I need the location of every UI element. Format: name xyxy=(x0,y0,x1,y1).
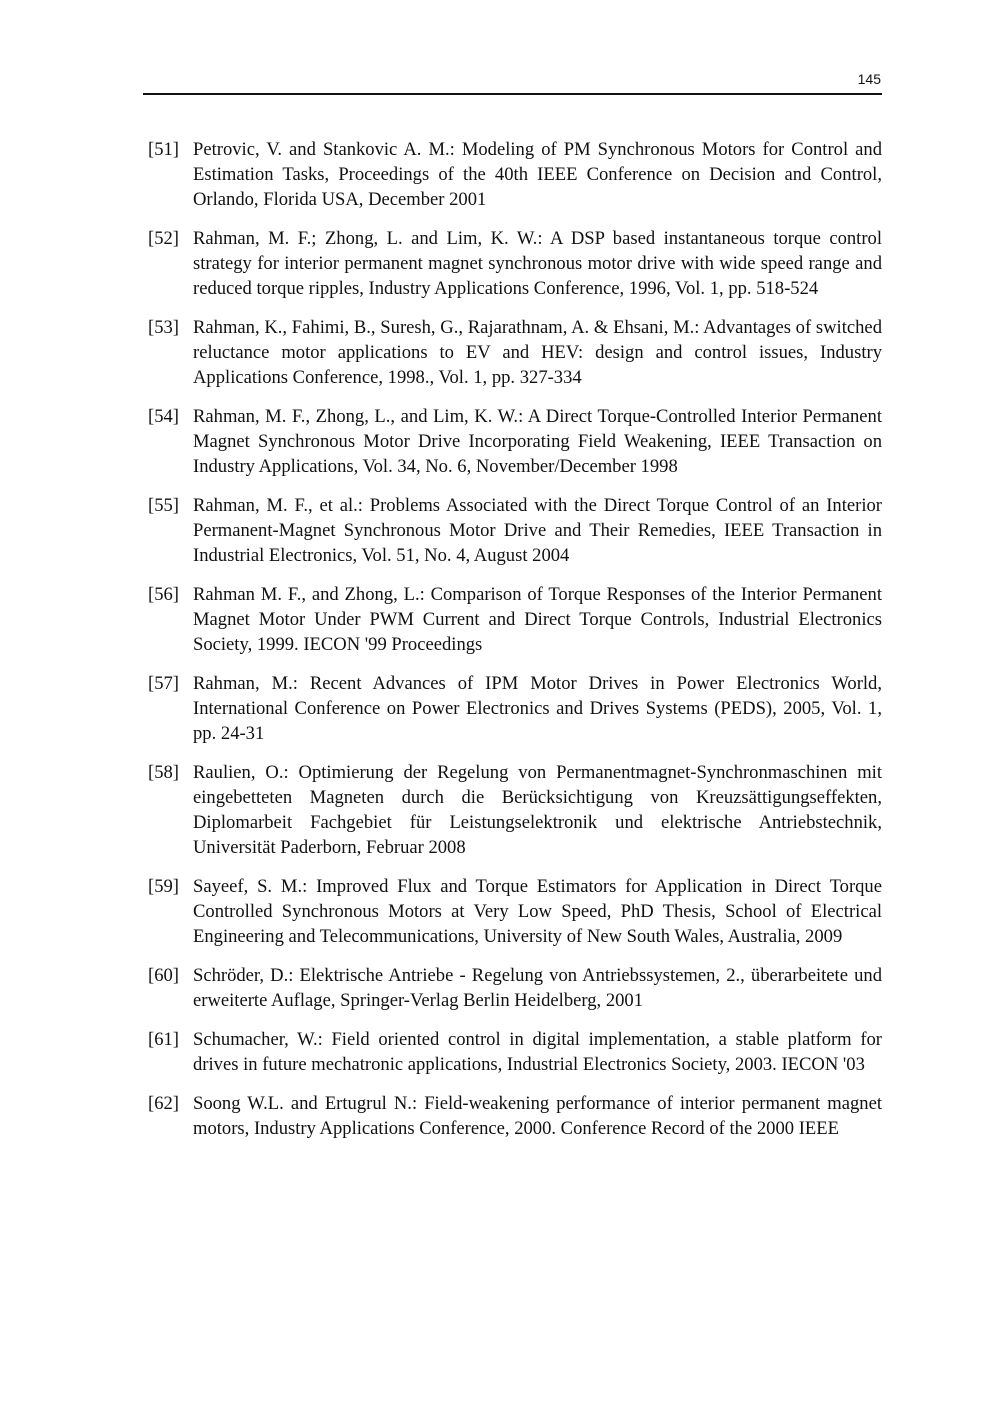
reference-number: [52] xyxy=(148,228,179,249)
reference-number: [54] xyxy=(148,406,179,427)
reference-number: [58] xyxy=(148,762,179,783)
reference-number: [51] xyxy=(148,139,179,160)
reference-text: Rahman, M. F.; Zhong, L. and Lim, K. W.: A DSP based instantaneous torque control strategy for interior permanent magnet synchronous motor drive with wide speed range and reduced torque ripples, Industry Applications Conference, 1996, Vol. 1, pp. 518-524 xyxy=(193,228,882,299)
reference-entry-58 xyxy=(148,760,882,860)
reference-number: [61] xyxy=(148,1029,179,1050)
reference-entry-61 xyxy=(148,1027,882,1077)
reference-entry-53 xyxy=(148,315,882,390)
reference-number: [60] xyxy=(148,965,179,986)
reference-text: Raulien, O.: Optimierung der Regelung von Permanentmagnet-Synchronmaschinen mit eingebetteten Magneten durch die Berücksichtigung von Kreuzsättigungseffekten, Diplomarbeit Fachgebiet für Leistungselektronik und elektrische Antriebstechnik, Universität Paderborn, Februar 2008 xyxy=(193,762,882,858)
reference-number: [59] xyxy=(148,876,179,897)
reference-entry-51 xyxy=(148,137,882,212)
reference-list xyxy=(148,137,882,1155)
reference-entry-56 xyxy=(148,582,882,657)
reference-number: [62] xyxy=(148,1093,179,1114)
reference-text: Rahman, M.: Recent Advances of IPM Motor Drives in Power Electronics World, International Conference on Power Electronics and Drives Systems (PEDS), 2005, Vol. 1, pp. 24-31 xyxy=(193,673,882,744)
reference-entry-60 xyxy=(148,963,882,1013)
reference-text: Sayeef, S. M.: Improved Flux and Torque Estimators for Application in Direct Torque Controlled Synchronous Motors at Very Low Speed, PhD Thesis, School of Electrical Engineering and Telecommunications, University of New South Wales, Australia, 2009 xyxy=(193,876,882,947)
reference-text: Rahman, K., Fahimi, B., Suresh, G., Rajarathnam, A. & Ehsani, M.: Advantages of switched reluctance motor applications to EV and HEV: design and control issues, Industry Applications Conference, 1998., Vol. 1, pp. 327-334 xyxy=(193,317,882,388)
reference-text: Rahman, M. F., Zhong, L., and Lim, K. W.: A Direct Torque-Controlled Interior Permanent Magnet Synchronous Motor Drive Incorporating Field Weakening, IEEE Transaction on Industry Applications, Vol. 34, No. 6, November/December 1998 xyxy=(193,406,882,477)
reference-text: Rahman M. F., and Zhong, L.: Comparison of Torque Responses of the Interior Permanent Magnet Motor Under PWM Current and Direct Torque Controls, Industrial Electronics Society, 1999. IECON '99 Proceedings xyxy=(193,584,882,655)
reference-number: [55] xyxy=(148,495,179,516)
reference-entry-55 xyxy=(148,493,882,568)
reference-text: Schumacher, W.: Field oriented control in digital implementation, a stable platform for drives in future mechatronic applications, Industrial Electronics Society, 2003. IECON '03 xyxy=(193,1029,882,1075)
header-rule xyxy=(143,93,882,95)
reference-number: [56] xyxy=(148,584,179,605)
reference-text: Petrovic, V. and Stankovic A. M.: Modeling of PM Synchronous Motors for Control and Estimation Tasks, Proceedings of the 40th IEEE Conference on Decision and Control, Orlando, Florida USA, December 2001 xyxy=(193,139,882,210)
page-number: 145 xyxy=(857,71,881,87)
reference-entry-54 xyxy=(148,404,882,479)
reference-number: [53] xyxy=(148,317,179,338)
reference-entry-62 xyxy=(148,1091,882,1141)
reference-text: Schröder, D.: Elektrische Antriebe - Regelung von Antriebssystemen, 2., überarbeitete und erweiterte Auflage, Springer-Verlag Berlin Heidelberg, 2001 xyxy=(193,965,882,1011)
reference-text: Rahman, M. F., et al.: Problems Associated with the Direct Torque Control of an Interior Permanent-Magnet Synchronous Motor Drive and Their Remedies, IEEE Transaction in Industrial Electronics, Vol. 51, No. 4, August 2004 xyxy=(193,495,882,566)
reference-entry-59 xyxy=(148,874,882,949)
reference-entry-57 xyxy=(148,671,882,746)
reference-number: [57] xyxy=(148,673,179,694)
reference-entry-52 xyxy=(148,226,882,301)
reference-text: Soong W.L. and Ertugrul N.: Field-weakening performance of interior permanent magnet motors, Industry Applications Conference, 2000. Conference Record of the 2000 IEEE xyxy=(193,1093,882,1139)
